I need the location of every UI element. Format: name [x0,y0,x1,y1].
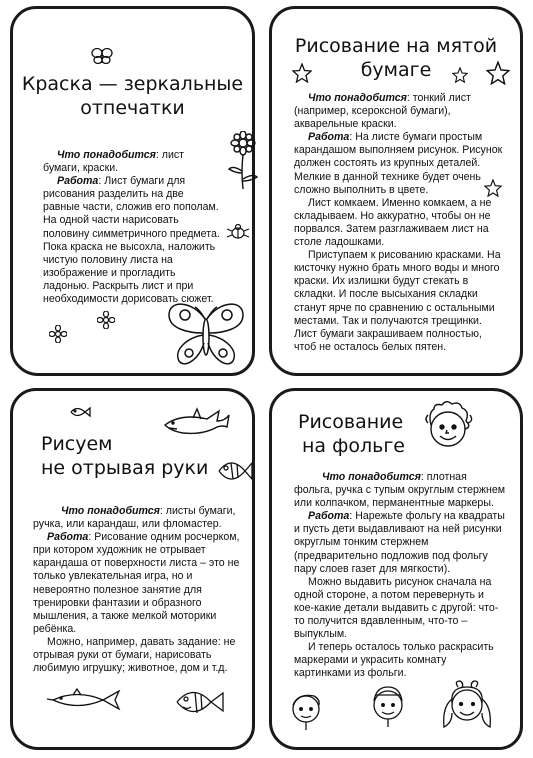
card-title-line1: Краска — зеркальные [21,73,244,95]
work-label: Работа [308,510,350,523]
need-text: : плотная фольга, ручка с тупым округлым стержнем или колпачком, перманентные маркеры. [294,471,506,510]
child-face-icon [368,681,408,727]
card-title-line2: бумаге [360,58,432,81]
work-paragraph [294,131,504,196]
bug-icon [226,223,250,241]
card-body [33,505,243,675]
card-title-line2: не отрывая руки [41,456,209,479]
paragraph-2: Лист комкаем. Именно комкаем, а не складываем. Но аккуратно, чтобы он не порвался. Затем разглаживаем лист на столе ладошками. [294,196,492,249]
work-text: : Лист бумаги для рисования разделить на две равные части, сложив его пополам. На одной части нарисовать половину симметричного предмета. Пока краска не высохла, наложить чистую половину листа на изображение и прогладить ладонью. Раскрыть лист и при необходимости дорисовать сюжет. [43,175,220,306]
paragraph-3: И теперь осталось только раскрасить маркерами и украсить комнату картинками из фольги. [294,641,494,680]
need-paragraph [43,149,221,175]
need-text: : тонкий лист (например, ксероксной бумаги), акварельные краски. [294,92,471,131]
card-title-line1: Рисование [298,411,404,433]
need-text: : лист бумаги, краски. [43,149,185,175]
card-body [43,149,221,306]
work-paragraph [43,175,221,306]
card-mirror-prints [10,6,255,376]
big-butterfly-icon [163,299,248,371]
fish-icon [173,683,225,721]
need-text: : листы бумаги, ручка, или карандаш, или фломастер. [33,505,236,531]
work-label: Работа [47,531,89,544]
card-crumpled-paper [269,6,523,376]
card-title [298,411,520,459]
flower-icon [225,131,261,191]
need-paragraph [294,471,506,510]
card-title-line2: на фольге [302,434,405,457]
paragraph-2: Можно, например, давать задание: не отрывая руки от бумаги, нарисовать любимую игрушку; животное, дом и т.д. [33,635,236,675]
star-icon [452,67,468,83]
card-title-line1: Рисуем [41,433,113,455]
need-label: Что понадобится [322,471,421,483]
butterfly-icon [91,47,113,65]
shark-icon [163,407,231,441]
card-body [294,471,506,681]
need-paragraph [33,505,243,531]
fish-icon [69,405,91,419]
card-title-line1: Рисование на мятой [294,35,498,57]
work-paragraph [294,510,506,575]
work-paragraph [33,531,243,636]
child-face-icon [438,677,496,737]
small-flower-icon [49,325,67,343]
paragraph-3: Приступаем к рисованию красками. На кисточку нужно брать много воды и много краски. Их излишки будут стекать в складки. И после высыхания складки станут ярче по сравнению с остальными местами. Так и получаются трещинки. Лист бумаги закрашиваем полностью, чтоб не осталось белых пятен. [294,249,501,353]
star-icon [292,63,312,83]
work-text: : Рисование одним росчерком, при котором художник не отрывает карандаша от поверхности листа – это не только увлекательная игра, но и невероятно полезное занятие для тренировки фантазии и образного мышления, а также мелкой моторики ребёнка. [33,531,240,635]
fish-icon [217,457,253,485]
need-label: Что понадобится [308,92,407,104]
child-face-icon [288,687,324,731]
fish-icon [47,687,121,713]
star-icon [486,61,510,85]
card-title [13,73,252,121]
card-foil-drawing [269,388,523,750]
work-label: Работа [308,131,350,144]
need-label: Что понадобится [61,505,160,517]
need-paragraph [294,92,504,131]
star-icon [484,179,502,197]
need-label: Что понадобится [57,149,156,161]
card-draw-without-lifting [10,388,255,750]
work-text: : Нарежьте фольгу на квадраты и пусть дети выдавливают на ней рисунки округлым тонким стержнем (предварительно подложив под фольгу пару слоев газет для мягкости). [294,510,505,575]
card-title-line2: отпечатки [80,96,185,119]
work-text: : На листе бумаги простым карандашом выполняем рисунок. Рисунок должен состоять из крупных деталей. Мелкие в данной технике будет очень сложно выполнить в цвете. [294,131,503,196]
paragraph-2: Можно выдавить рисунок сначала на одной стороне, а потом перевернуть и кое-какие детали выдавить с другой: что-то получится вдавленным, что-то – выпуклым. [294,575,499,641]
work-label: Работа [57,175,99,188]
card-body [294,92,504,354]
small-flower-icon [97,311,115,329]
child-face-icon [420,399,476,455]
